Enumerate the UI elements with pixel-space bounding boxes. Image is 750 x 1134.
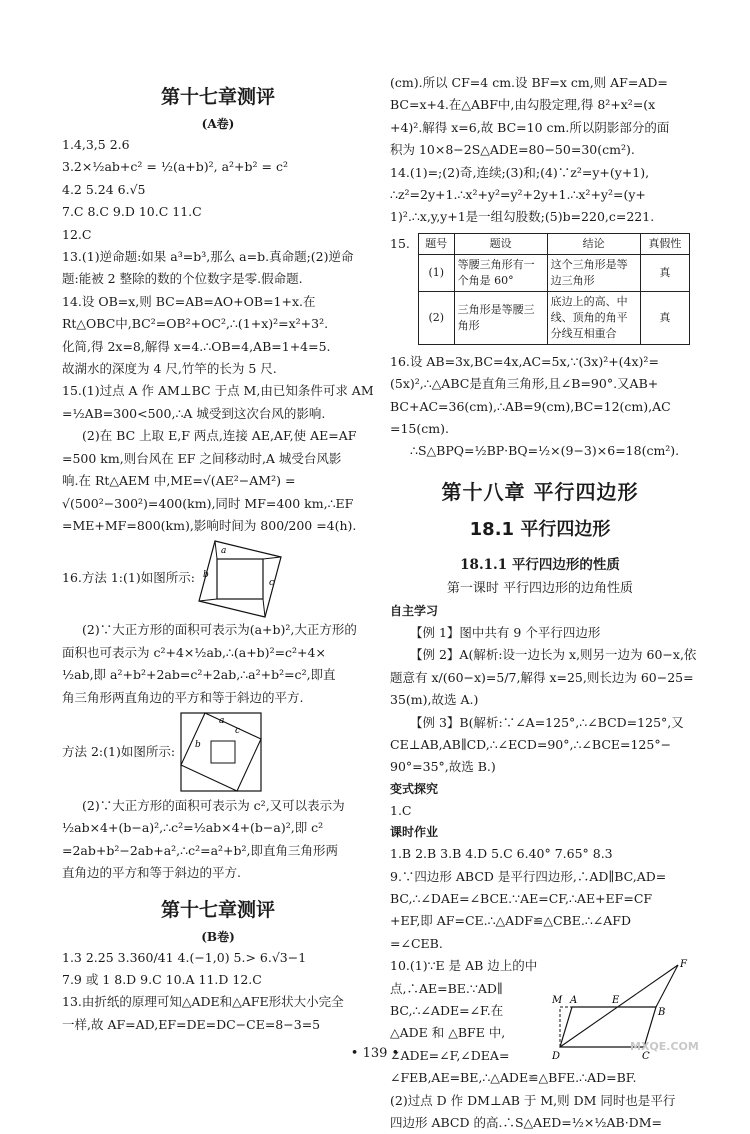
text-line: BC+AC=36(cm),∴AB=9(cm),BC=12(cm),AC xyxy=(390,398,671,414)
text-line: (5x)²,∴△ABC是直角三角形,且∠B=90°.又AB+ xyxy=(390,376,659,392)
text-line: △ADE 和 △BFE 中, xyxy=(390,1025,506,1041)
right-column xyxy=(390,72,697,1134)
page-number: • 139 • xyxy=(350,1046,400,1061)
method1-label: 16.方法 1:(1)如图所示: xyxy=(62,570,195,586)
text-line: 35(m),故选 A.) xyxy=(390,692,479,708)
text-line: =½AB=300<500,∴A 城受到这次台风的影响. xyxy=(62,405,326,421)
text-line: 15.(1)过点 A 作 AM⊥BC 于点 M,由已知条件可求 AM xyxy=(62,383,374,399)
method2-figure-row xyxy=(62,709,374,795)
text-line: 14.设 OB=x,则 BC=AB=AO+OB=1+x.在 xyxy=(62,293,316,309)
fig1-label-a: a xyxy=(220,546,227,557)
method1-square-figure xyxy=(195,537,287,619)
table-header: 结论 xyxy=(547,233,640,254)
fig3-label-F: F xyxy=(680,959,687,971)
method2-label: 方法 2:(1)如图所示: xyxy=(62,743,176,759)
q15-number: 15. xyxy=(390,235,410,251)
q10-part2 xyxy=(390,1090,690,1134)
text-line: 【例 1】图中共有 9 个平行四边形 xyxy=(410,624,601,640)
table-header: 题设 xyxy=(454,233,547,254)
text-line: 13.(1)逆命题:如果 a³=b³,那么 a=b.真命题;(2)逆命 xyxy=(62,249,354,265)
watermark: MXQE.COM xyxy=(630,1040,699,1053)
variant-answer: 1.C xyxy=(390,802,412,818)
chapter-17-test-b-title: 第十七章测评 xyxy=(160,898,275,921)
left-column xyxy=(62,72,374,1036)
text-line: 14.(1)=;(2)奇,连续;(3)和;(4)∵z²=y+(y+1), xyxy=(390,164,650,180)
table-header: 真假性 xyxy=(640,233,689,254)
text-line: 90°=35°,故选 B.) xyxy=(390,759,496,775)
text-line: +4)².解得 x=6,故 BC=10 cm.所以阴影部分的面 xyxy=(390,119,670,135)
paper-b-label: (B卷) xyxy=(201,929,235,944)
text-line: ∴z²=2y+1.∴x²+y²=y²+2y+1.∴x²+y²=(y+ xyxy=(390,187,646,203)
text-line: ½ab×4+(b−a)²,∴c²=½ab×4+(b−a)²,即 c² xyxy=(62,820,324,836)
fig3-label-B: B xyxy=(658,1007,666,1019)
text-line: BC,∴∠DAE=∠BCE.∵AE=CF,∴AE+EF=CF xyxy=(390,890,653,906)
table-cell: 真 xyxy=(640,254,689,291)
variant-heading: 变式探究 xyxy=(390,781,439,796)
text-line: =500 km,则台风在 EF 之间移动时,A 城受台风影 xyxy=(62,450,342,466)
text-line: Rt△OBC中,BC²=OB²+OC²,∴(1+x)²=x²+3². xyxy=(62,316,329,332)
q15-table xyxy=(418,233,690,345)
homework-answers xyxy=(390,843,690,955)
text-line: 7.9 或 1 8.D 9.C 10.A 11.D 12.C xyxy=(62,971,262,987)
text-line: ∠FEB,AE=BE,∴△ADE≌△BFE.∴AD=BF. xyxy=(390,1070,637,1086)
text-line: 3.2×½ab+c² = ½(a+b)², a²+b² = c² xyxy=(62,159,288,175)
answers-continued xyxy=(390,72,690,229)
text-line: 故湖水的深度为 4 尺,竹竿的长为 5 尺. xyxy=(62,361,277,377)
self-study-heading: 自主学习 xyxy=(390,603,439,618)
text-line: 响.在 Rt△AEM 中,ME=√(AE²−AM²) = xyxy=(62,473,296,489)
homework-heading: 课时作业 xyxy=(390,825,439,840)
text-line: 一样,故 AF=AD,EF=DE=DC−CE=8−3=5 xyxy=(62,1016,321,1032)
text-line: =∠CEB. xyxy=(390,935,443,951)
fig1-label-c: c xyxy=(268,578,274,589)
table-row xyxy=(418,254,689,291)
text-line: CE⊥AB,AB∥CD,∴∠ECD=90°,∴∠BCE=125°− xyxy=(390,736,672,752)
paper-a-label: (A卷) xyxy=(201,117,235,131)
text-line: 7.C 8.C 9.D 10.C 11.C xyxy=(62,204,202,220)
text-line: =15(cm). xyxy=(390,421,449,437)
table-cell: 底边上的高、中线、顶角的角平分线互相重合 xyxy=(547,291,640,344)
table-cell: 真 xyxy=(640,291,689,344)
text-line: 【例 3】B(解析:∵∠A=125°,∴∠BCD=125°,又 xyxy=(410,714,684,730)
text-line: 9.∵四边形 ABCD 是平行四边形,∴AD∥BC,AD= xyxy=(390,868,667,884)
text-line: +EF,即 AF=CE.∴△ADF≌△CBE.∴∠AFD xyxy=(390,913,631,929)
answers-b xyxy=(62,947,374,1037)
text-line: (2)在 BC 上取 E,F 两点,连接 AE,AF,使 AE=AF xyxy=(82,428,357,444)
text-line: ∴S△BPQ=½BP·BQ=½×(9−3)×6=18(cm²). xyxy=(410,443,680,459)
text-line: 题意有 x/(60−x)=5/7,解得 x=25,则长边为 60−25= xyxy=(390,669,694,685)
examples xyxy=(390,622,697,779)
text-line: 点,∴AE=BE.∵AD∥ xyxy=(390,980,503,996)
text-line: =2ab+b²−2ab+a²,∴c²=a²+b²,即直角三角形两 xyxy=(62,842,339,858)
text-line: BC,∴∠ADE=∠F.在 xyxy=(390,1002,504,1018)
q10-text xyxy=(390,955,637,1089)
answers-a-part3 xyxy=(62,795,374,885)
chapter-18-title: 第十八章 平行四边形 xyxy=(441,479,639,504)
text-line: 13.由折纸的原理可知△ADE和△AFE形状大小完全 xyxy=(62,994,344,1010)
method1-figure-row xyxy=(62,537,374,619)
answers-a-part2 xyxy=(62,619,374,709)
fig1-label-b: b xyxy=(202,570,209,581)
fig3-label-M: M xyxy=(552,995,563,1007)
text-line: BC=x+4.在△ABF中,由勾股定理,得 8²+x²=(x xyxy=(390,97,656,113)
text-line: √(500²−300²)=400(km),同时 MF=400 km,∴EF xyxy=(62,495,354,511)
text-line: (cm).所以 CF=4 cm.设 BF=x cm,则 AF=AD= xyxy=(390,75,668,90)
fig3-label-A: A xyxy=(570,995,578,1007)
text-line: 4.2 5.24 6.√5 xyxy=(62,181,146,197)
text-line: 1.3 2.25 3.360/41 4.(−1,0) 5.> 6.√3−1 xyxy=(62,949,307,965)
text-line: 角三角形两直角边的平方和等于斜边的平方. xyxy=(62,689,304,705)
table-cell: 等腰三角形有一个角是 60° xyxy=(454,254,547,291)
text-line: (2)∵大正方形的面积可表示为(a+b)²,大正方形的 xyxy=(82,622,357,638)
chapter-17-test-a-title: 第十七章测评 xyxy=(160,86,275,108)
text-line: 面积也可表示为 c²+4×½ab,∴(a+b)²=c²+4× xyxy=(62,644,326,660)
table-header: 题号 xyxy=(418,233,454,254)
fig2-label-c: c xyxy=(235,725,241,736)
text-line: 16.设 AB=3x,BC=4x,AC=5x,∵(3x)²+(4x)²= xyxy=(390,353,659,369)
text-line: 10.(1)∵E 是 AB 边上的中 xyxy=(390,958,538,974)
fig2-label-b: b xyxy=(195,739,201,750)
text-line: 化简,得 2x=8,解得 x=4.∴OB=4,AB=1+4=5. xyxy=(62,338,331,354)
text-line: (2)∵大正方形的面积可表示为 c²,又可以表示为 xyxy=(82,797,345,813)
fig3-label-D: D xyxy=(552,1051,561,1063)
lesson-title: 第一课时 平行四边形的边角性质 xyxy=(446,580,634,596)
text-line: =ME+MF=800(km),影响时间为 800/200 =4(h). xyxy=(62,517,357,533)
fig2-label-a: a xyxy=(219,715,225,726)
text-line: ∠ADE=∠F,∠DEA= xyxy=(390,1047,510,1063)
table-cell: (2) xyxy=(418,291,454,344)
text-line: ½ab,即 a²+b²+2ab=c²+2ab,∴a²+b²=c²,即直 xyxy=(62,667,336,683)
answers-a-part1 xyxy=(62,134,374,537)
answers-q16 xyxy=(390,351,690,463)
text-line: 【例 2】A(解析:设一边长为 x,则另一边为 60−x,依 xyxy=(410,647,697,663)
method2-square-figure xyxy=(175,709,267,795)
text-line: 1.4,3,5 2.6 xyxy=(62,137,130,152)
subsection-title: 18.1.1 平行四边形的性质 xyxy=(460,556,620,573)
text-line: 四边形 ABCD 的高.∴S△AED=½×½AB·DM= xyxy=(390,1115,662,1130)
text-line: 1.B 2.B 3.B 4.D 5.C 6.40° 7.65° 8.3 xyxy=(390,846,613,862)
table-cell: 三角形是等腰三角形 xyxy=(454,291,547,344)
text-line: (2)过点 D 作 DM⊥AB 于 M,则 DM 同时也是平行 xyxy=(390,1092,676,1108)
section-18-1-title: 18.1 平行四边形 xyxy=(469,518,611,540)
table-cell: (1) xyxy=(418,254,454,291)
q15-row xyxy=(390,229,690,351)
table-cell: 这个三角形是等边三角形 xyxy=(547,254,640,291)
q10-block xyxy=(390,955,690,1089)
text-line: 12.C xyxy=(62,226,92,242)
text-line: 题:能被 2 整除的数的个位数字是零.假命题. xyxy=(62,271,303,287)
text-line: 1)².∴x,y,y+1是一组勾股数;(5)b=220,c=221. xyxy=(390,209,655,225)
text-line: 积为 10×8−2S△ADE=80−50=30(cm²). xyxy=(390,142,635,158)
table-row xyxy=(418,291,689,344)
fig3-label-C: C xyxy=(642,1051,650,1063)
fig3-label-E: E xyxy=(612,995,620,1007)
table-header-row xyxy=(418,233,689,254)
text-line: 直角边的平方和等于斜边的平方. xyxy=(62,865,241,881)
